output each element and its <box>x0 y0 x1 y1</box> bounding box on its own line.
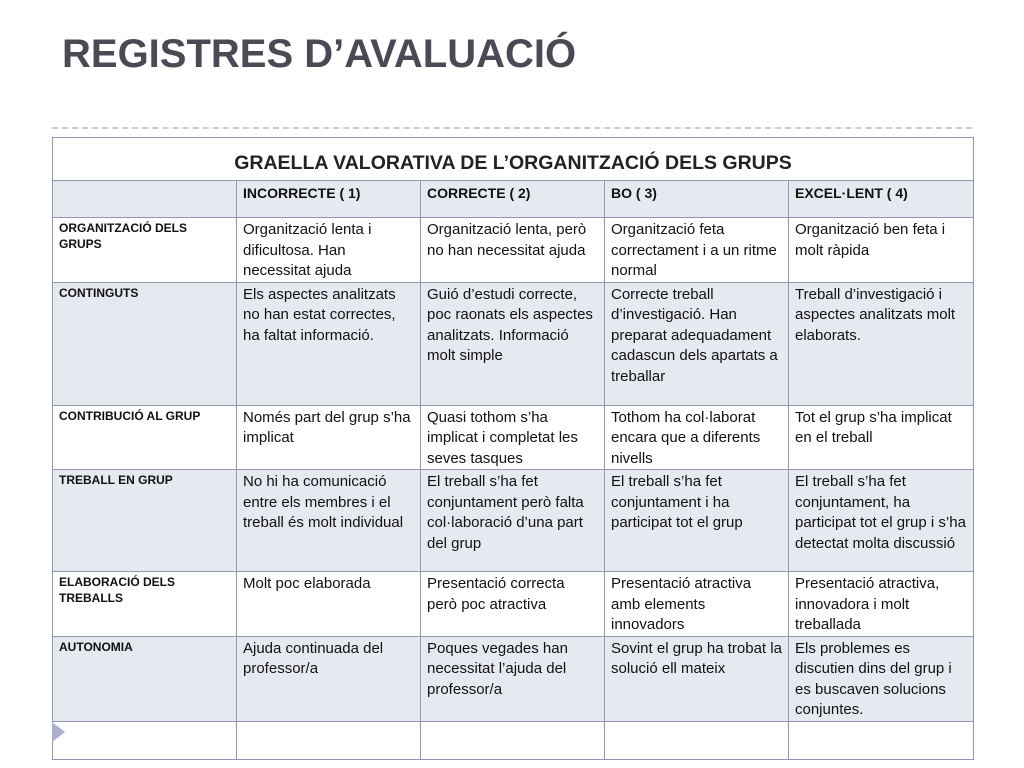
header-empty-cell <box>53 181 237 218</box>
evaluation-table-container <box>52 137 973 749</box>
table-cell: Poques vegades han necessitat l’ajuda del professor/a <box>421 636 605 721</box>
table-cell: Guió d’estudi correcte, poc raonats els aspectes analitzats. Informació molt simple <box>421 282 605 405</box>
table-cell: Presentació atractiva, innovadora i molt treballada <box>789 572 974 637</box>
table-cell: No hi ha comunicació entre els membres i el treball és molt individual <box>237 470 421 572</box>
table-cell: Organització feta correctament i a un ritme normal <box>605 218 789 283</box>
table-cell: Ajuda continuada del professor/a <box>237 636 421 721</box>
table-cell: El treball s’ha fet conjuntament però falta col·laboració d’una part del grup <box>421 470 605 572</box>
table-row-elaboracio <box>53 572 974 637</box>
header-bo: BO ( 3) <box>605 181 789 218</box>
table-row-autonomia <box>53 636 974 721</box>
empty-cell <box>789 721 974 759</box>
evaluation-table <box>52 137 974 760</box>
table-cell: Organització lenta i dificultosa. Han necessitat ajuda <box>237 218 421 283</box>
table-cell: Tot el grup s’ha implicat en el treball <box>789 405 974 470</box>
table-caption: GRAELLA VALORATIVA DE L’ORGANITZACIÓ DELS GRUPS <box>53 138 974 181</box>
empty-cell <box>237 721 421 759</box>
table-cell: Els aspectes analitzats no han estat correctes, ha faltat informació. <box>237 282 421 405</box>
table-cell: Presentació atractiva amb elements innovadors <box>605 572 789 637</box>
slide-title: REGISTRES D’AVALUACIÓ <box>62 32 577 76</box>
row-label: AUTONOMIA <box>53 636 237 721</box>
empty-cell <box>53 721 237 759</box>
row-label: CONTRIBUCIÓ AL GRUP <box>53 405 237 470</box>
header-excellent: EXCEL·LENT ( 4) <box>789 181 974 218</box>
top-divider <box>52 127 972 129</box>
table-cell: Correcte treball d’investigació. Han preparat adequadament cadascun dels apartats a treballar <box>605 282 789 405</box>
header-incorrecte: INCORRECTE ( 1) <box>237 181 421 218</box>
table-row-organitzacio <box>53 218 974 283</box>
row-label: CONTINGUTS <box>53 282 237 405</box>
table-row-treball-en-grup <box>53 470 974 572</box>
table-header-row <box>53 181 974 218</box>
table-cell: Tothom ha col·laborat encara que a diferents nivells <box>605 405 789 470</box>
table-cell: Quasi tothom s’ha implicat i completat les seves tasques <box>421 405 605 470</box>
row-label: ORGANITZACIÓ DELS GRUPS <box>53 218 237 283</box>
table-row-continguts <box>53 282 974 405</box>
table-row-contribucio <box>53 405 974 470</box>
table-cell: Els problemes es discutien dins del grup i es buscaven solucions conjuntes. <box>789 636 974 721</box>
triangle-bullet-icon <box>52 722 65 742</box>
table-cell: El treball s’ha fet conjuntament i ha participat tot el grup <box>605 470 789 572</box>
table-cell: Presentació correcta però poc atractiva <box>421 572 605 637</box>
table-cell: Sovint el grup ha trobat la solució ell mateix <box>605 636 789 721</box>
table-cell: Molt poc elaborada <box>237 572 421 637</box>
empty-cell <box>421 721 605 759</box>
row-label: ELABORACIÓ DELS TREBALLS <box>53 572 237 637</box>
table-cell: Organització ben feta i molt ràpida <box>789 218 974 283</box>
table-row-empty <box>53 721 974 759</box>
table-cell: Organització lenta, però no han necessitat ajuda <box>421 218 605 283</box>
row-label: TREBALL EN GRUP <box>53 470 237 572</box>
table-cell: El treball s’ha fet conjuntament, ha participat tot el grup i s’ha detectat molta discussió <box>789 470 974 572</box>
table-cell: Només part del grup s’ha implicat <box>237 405 421 470</box>
header-correcte: CORRECTE ( 2) <box>421 181 605 218</box>
table-cell: Treball d’investigació i aspectes analitzats molt elaborats. <box>789 282 974 405</box>
empty-cell <box>605 721 789 759</box>
